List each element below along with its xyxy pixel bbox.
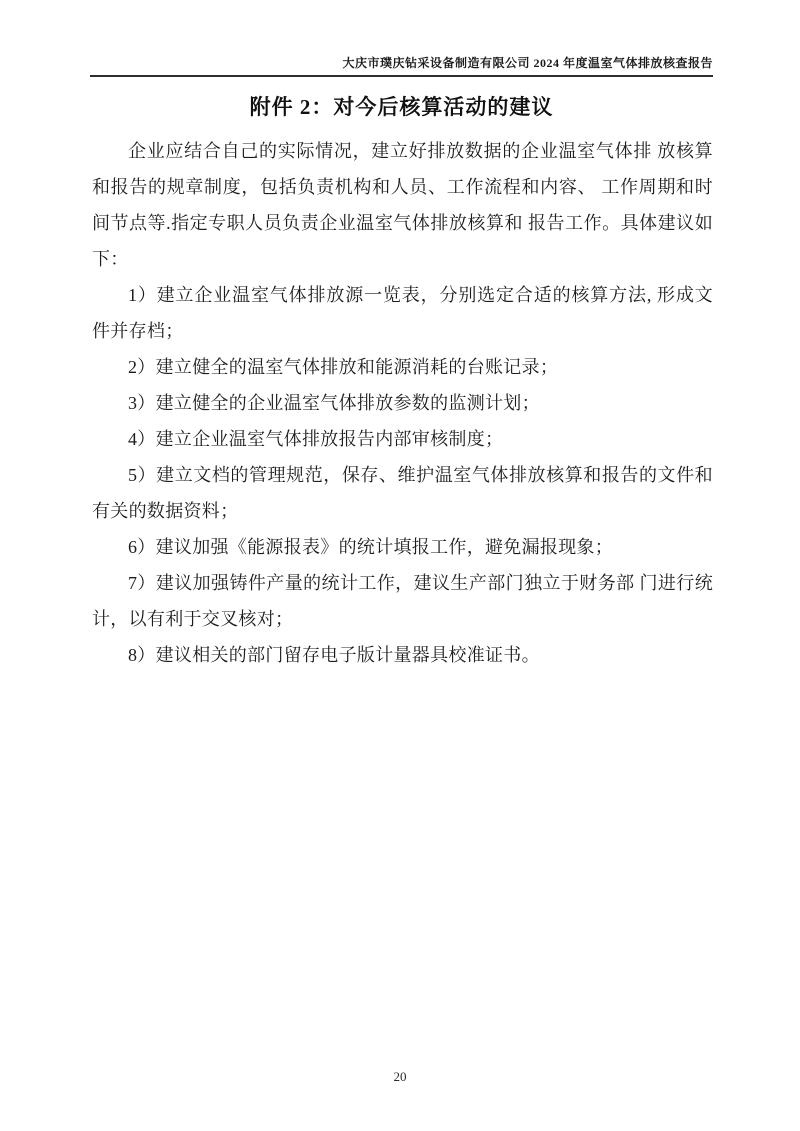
recommendation-item-8: 8）建议相关的部门留存电子版计量器具校准证书。 — [128, 645, 540, 665]
recommendation-item-3: 3）建立健全的企业温室气体排放参数的监测计划； — [128, 393, 540, 413]
document-body — [92, 133, 713, 673]
report-header-text: 大庆市璞庆钻采设备制造有限公司 2024 年度温室气体排放核查报告 — [90, 55, 713, 77]
page-number: 20 — [393, 1069, 407, 1084]
recommendation-item-7: 7）建议加强铸件产量的统计工作，建议生产部门独立于财务部 门进行统计，以有利于交叉核对； — [92, 573, 713, 629]
recommendation-item-4: 4）建立企业温室气体排放报告内部审核制度； — [128, 429, 504, 449]
intro-paragraph: 企业应结合自己的实际情况，建立好排放数据的企业温室气体排 放核算和报告的规章制度，包括负责机构和人员、工作流程和内容、 工作周期和时间节点等.指定专职人员负责企业温室气体排放核算和 报告工作。具体建议如下： — [92, 141, 713, 269]
recommendation-item-5: 5）建立文档的管理规范，保存、维护温室气体排放核算和报告的文件和有关的数据资料； — [92, 465, 713, 521]
recommendation-item-1: 1）建立企业温室气体排放源一览表，分别选定合适的核算方法, 形成文件并存档； — [92, 285, 713, 341]
recommendation-item-6: 6）建议加强《能源报表》的统计填报工作，避免漏报现象； — [128, 537, 614, 557]
recommendation-item-2: 2）建立健全的温室气体排放和能源消耗的台账记录； — [128, 357, 559, 377]
page-title: 附件 2：对今后核算活动的建议 — [249, 95, 554, 119]
